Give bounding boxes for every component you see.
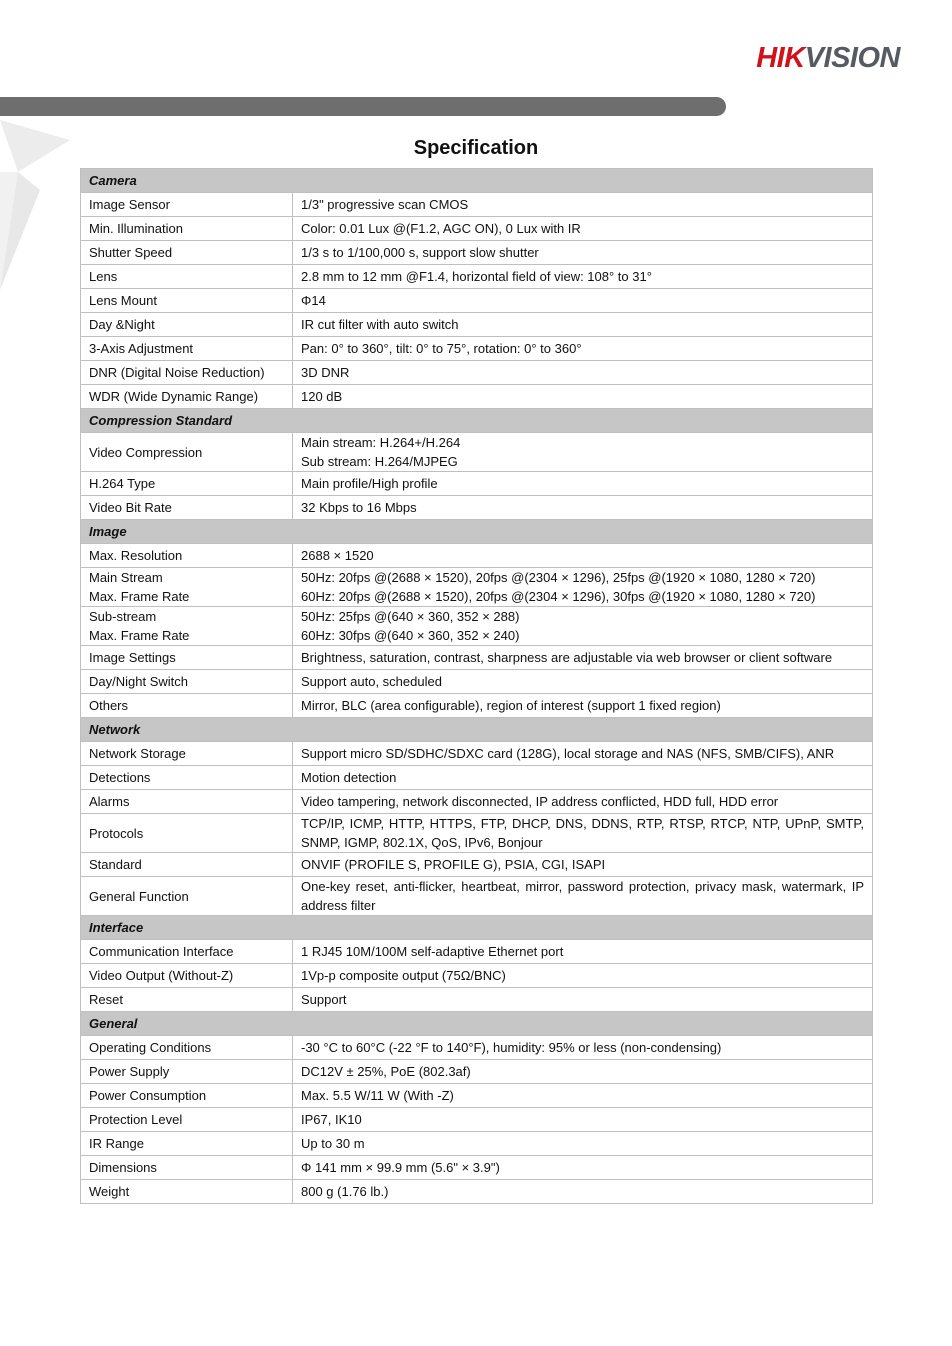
spec-value: -30 °C to 60°C (-22 °F to 140°F), humidity: 95% or less (non-condensing) [293, 1036, 873, 1060]
spec-value: IR cut filter with auto switch [293, 313, 873, 337]
section-title: Camera [81, 169, 873, 193]
spec-label: Dimensions [81, 1156, 293, 1180]
section-header [81, 409, 873, 433]
spec-row [81, 742, 873, 766]
section-header [81, 169, 873, 193]
spec-value-line: 60Hz: 20fps @(2688 × 1520), 20fps @(2304 × 1296), 30fps @(1920 × 1080, 1280 × 720) [301, 589, 816, 604]
spec-row [81, 670, 873, 694]
spec-row [81, 472, 873, 496]
spec-row [81, 241, 873, 265]
spec-label: Standard [81, 853, 293, 877]
spec-value: 2688 × 1520 [293, 544, 873, 568]
spec-value: Φ14 [293, 289, 873, 313]
spec-row [81, 568, 873, 607]
section-header [81, 1012, 873, 1036]
spec-row [81, 217, 873, 241]
spec-label-line: Main Stream [89, 570, 163, 585]
spec-label: H.264 Type [81, 472, 293, 496]
spec-label-line: Sub-stream [89, 609, 157, 624]
header-bar [0, 97, 726, 116]
spec-row [81, 1156, 873, 1180]
spec-value: 800 g (1.76 lb.) [293, 1180, 873, 1204]
spec-row [81, 940, 873, 964]
spec-value: 1 RJ45 10M/100M self-adaptive Ethernet port [293, 940, 873, 964]
spec-label: Communication Interface [81, 940, 293, 964]
spec-label: Min. Illumination [81, 217, 293, 241]
spec-value: Max. 5.5 W/11 W (With -Z) [293, 1084, 873, 1108]
spec-value: 1Vp-p composite output (75Ω/BNC) [293, 964, 873, 988]
spec-label: Video Bit Rate [81, 496, 293, 520]
spec-row [81, 193, 873, 217]
spec-value: One-key reset, anti-flicker, heartbeat, mirror, password protection, privacy mask, watermark, IP address filter [293, 877, 873, 916]
spec-row [81, 766, 873, 790]
spec-row [81, 646, 873, 670]
spec-value: Support [293, 988, 873, 1012]
spec-label: Protocols [81, 814, 293, 853]
section-header [81, 520, 873, 544]
spec-row [81, 988, 873, 1012]
spec-label: Power Supply [81, 1060, 293, 1084]
spec-value: Brightness, saturation, contrast, sharpness are adjustable via web browser or client software [293, 646, 873, 670]
spec-row [81, 607, 873, 646]
spec-value: 3D DNR [293, 361, 873, 385]
spec-label: Day/Night Switch [81, 670, 293, 694]
spec-value: Support auto, scheduled [293, 670, 873, 694]
spec-label: Video Output (Without-Z) [81, 964, 293, 988]
section-title: Image [81, 520, 873, 544]
spec-value: Video tampering, network disconnected, IP address conflicted, HDD full, HDD error [293, 790, 873, 814]
specification-body [81, 169, 873, 1204]
spec-row [81, 853, 873, 877]
spec-value: Main profile/High profile [293, 472, 873, 496]
spec-value [293, 433, 873, 472]
spec-label-line: Max. Frame Rate [89, 589, 190, 604]
specification-table [80, 168, 873, 1204]
spec-row [81, 1084, 873, 1108]
spec-value [293, 607, 873, 646]
spec-label: Weight [81, 1180, 293, 1204]
spec-value: 120 dB [293, 385, 873, 409]
spec-value: 2.8 mm to 12 mm @F1.4, horizontal field of view: 108° to 31° [293, 265, 873, 289]
spec-value-line: Sub stream: H.264/MJPEG [301, 454, 458, 469]
spec-label-line: Max. Frame Rate [89, 628, 190, 643]
spec-label: General Function [81, 877, 293, 916]
spec-row [81, 964, 873, 988]
section-title: Compression Standard [81, 409, 873, 433]
spec-label: Video Compression [81, 433, 293, 472]
spec-label [81, 607, 293, 646]
hikvision-logo [756, 44, 900, 73]
spec-label: Shutter Speed [81, 241, 293, 265]
spec-value: DC12V ± 25%, PoE (802.3af) [293, 1060, 873, 1084]
spec-label: Reset [81, 988, 293, 1012]
section-header [81, 718, 873, 742]
spec-row [81, 385, 873, 409]
spec-label: WDR (Wide Dynamic Range) [81, 385, 293, 409]
spec-row [81, 433, 873, 472]
spec-value: 32 Kbps to 16 Mbps [293, 496, 873, 520]
spec-row [81, 1060, 873, 1084]
spec-label: Alarms [81, 790, 293, 814]
spec-label: Image Sensor [81, 193, 293, 217]
spec-row [81, 496, 873, 520]
spec-value-line: 50Hz: 20fps @(2688 × 1520), 20fps @(2304 × 1296), 25fps @(1920 × 1080, 1280 × 720) [301, 570, 816, 585]
logo-vision: VISION [804, 42, 900, 74]
spec-label: Detections [81, 766, 293, 790]
spec-label: Others [81, 694, 293, 718]
spec-value: 1/3 s to 1/100,000 s, support slow shutter [293, 241, 873, 265]
spec-row [81, 313, 873, 337]
spec-value: Pan: 0° to 360°, tilt: 0° to 75°, rotation: 0° to 360° [293, 337, 873, 361]
spec-row [81, 544, 873, 568]
spec-value [293, 568, 873, 607]
spec-value: ONVIF (PROFILE S, PROFILE G), PSIA, CGI, ISAPI [293, 853, 873, 877]
spec-label: Lens [81, 265, 293, 289]
logo-hik: HIK [756, 42, 805, 74]
section-title: General [81, 1012, 873, 1036]
spec-row [81, 1180, 873, 1204]
spec-label: Image Settings [81, 646, 293, 670]
spec-label: Operating Conditions [81, 1036, 293, 1060]
spec-label: Max. Resolution [81, 544, 293, 568]
section-title: Network [81, 718, 873, 742]
page-title: Specification [413, 137, 539, 159]
spec-value: TCP/IP, ICMP, HTTP, HTTPS, FTP, DHCP, DNS, DDNS, RTP, RTSP, RTCP, NTP, UPnP, SMTP, SNMP, IGMP, 802.1X, QoS, IPv6, Bonjour [293, 814, 873, 853]
spec-label: IR Range [81, 1132, 293, 1156]
spec-label: DNR (Digital Noise Reduction) [81, 361, 293, 385]
section-title: Interface [81, 916, 873, 940]
spec-row [81, 1132, 873, 1156]
spec-value-line: 50Hz: 25fps @(640 × 360, 352 × 288) [301, 609, 520, 624]
spec-label [81, 568, 293, 607]
spec-value: Motion detection [293, 766, 873, 790]
spec-value-line: Main stream: H.264+/H.264 [301, 435, 461, 450]
spec-row [81, 265, 873, 289]
spec-row [81, 790, 873, 814]
spec-label: Network Storage [81, 742, 293, 766]
spec-row [81, 877, 873, 916]
spec-value: IP67, IK10 [293, 1108, 873, 1132]
spec-label: Lens Mount [81, 289, 293, 313]
spec-value: Φ 141 mm × 99.9 mm (5.6" × 3.9") [293, 1156, 873, 1180]
spec-value-line: 60Hz: 30fps @(640 × 360, 352 × 240) [301, 628, 520, 643]
spec-label: Day &Night [81, 313, 293, 337]
spec-row [81, 1108, 873, 1132]
spec-label: Power Consumption [81, 1084, 293, 1108]
spec-label: 3-Axis Adjustment [81, 337, 293, 361]
spec-row [81, 337, 873, 361]
spec-value: Support micro SD/SDHC/SDXC card (128G), local storage and NAS (NFS, SMB/CIFS), ANR [293, 742, 873, 766]
spec-row [81, 694, 873, 718]
spec-value: Mirror, BLC (area configurable), region of interest (support 1 fixed region) [293, 694, 873, 718]
section-header [81, 916, 873, 940]
spec-label: Protection Level [81, 1108, 293, 1132]
spec-row [81, 814, 873, 853]
spec-row [81, 1036, 873, 1060]
spec-row [81, 361, 873, 385]
spec-value: Color: 0.01 Lux @(F1.2, AGC ON), 0 Lux with IR [293, 217, 873, 241]
spec-value: 1/3" progressive scan CMOS [293, 193, 873, 217]
spec-value: Up to 30 m [293, 1132, 873, 1156]
spec-row [81, 289, 873, 313]
